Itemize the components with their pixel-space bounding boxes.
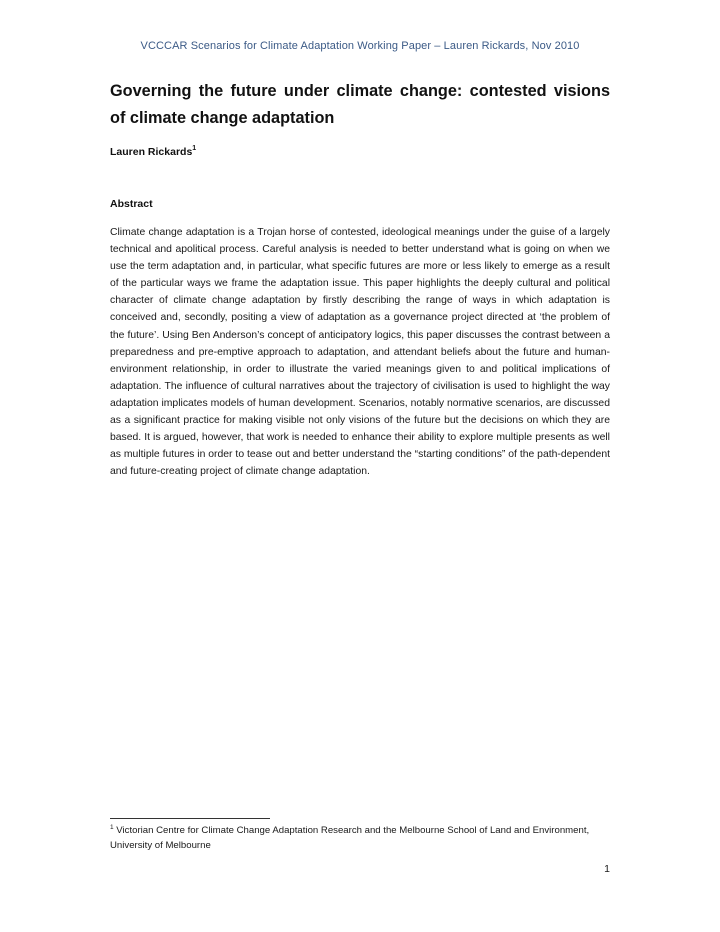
author-line [110,146,196,158]
footnote-marker: 1 [110,824,114,831]
footnote-text: Victorian Centre for Climate Change Adaptation Research and the Melbourne School of Land and Environment, University of Melbourne [110,825,590,851]
running-header: VCCCAR Scenarios for Climate Adaptation Working Paper – Lauren Rickards, Nov 2010 [140,40,580,52]
author-name: Lauren Rickards [110,146,193,158]
paper-title: Governing the future under climate change: contested visions of climate change adaptation [110,82,610,127]
footnote [110,824,610,853]
abstract-heading: Abstract [110,198,153,210]
abstract-text: Climate change adaptation is a Trojan horse of contested, ideological meanings under the guise of a largely technical and apolitical process. Careful analysis is needed to better understand what is going on when we use the term adaptation and, in particular, what specific futures are more or less likely to emerge as a result of the particular ways we frame the adaptation issue. This paper highlights the deeply cultural and political character of climate change adaptation by firstly describing the range of ways in which adaptation is conceived and, secondly, positing a view of adaptation as a governance project directed at ‘the problem of the future’. Using Ben Anderson’s concept of anticipatory logics, this paper discusses the contrast between a preparedness and pre-emptive approach to adaptation, and attendant beliefs about the future and human-environment relationship, in order to illustrate the varied meanings given to and political implications of adaptation. The influence of cultural narratives about the trajectory of civilisation is used to highlight the way adaptation implicates models of human development. Scenarios, notably normative scenarios, are discussed as a significant practice for making visible not only visions of the future but the decisions on which they are based. It is argued, however, that work is needed to enhance their ability to explore multiple presents as well as multiple futures in order to tease out and better understand the “starting conditions” of the path-dependent and future-creating project of climate change adaptation. [110,227,610,478]
footnote-divider [110,818,270,819]
author-footnote-marker: 1 [192,145,197,152]
page-number: 1 [604,863,610,875]
